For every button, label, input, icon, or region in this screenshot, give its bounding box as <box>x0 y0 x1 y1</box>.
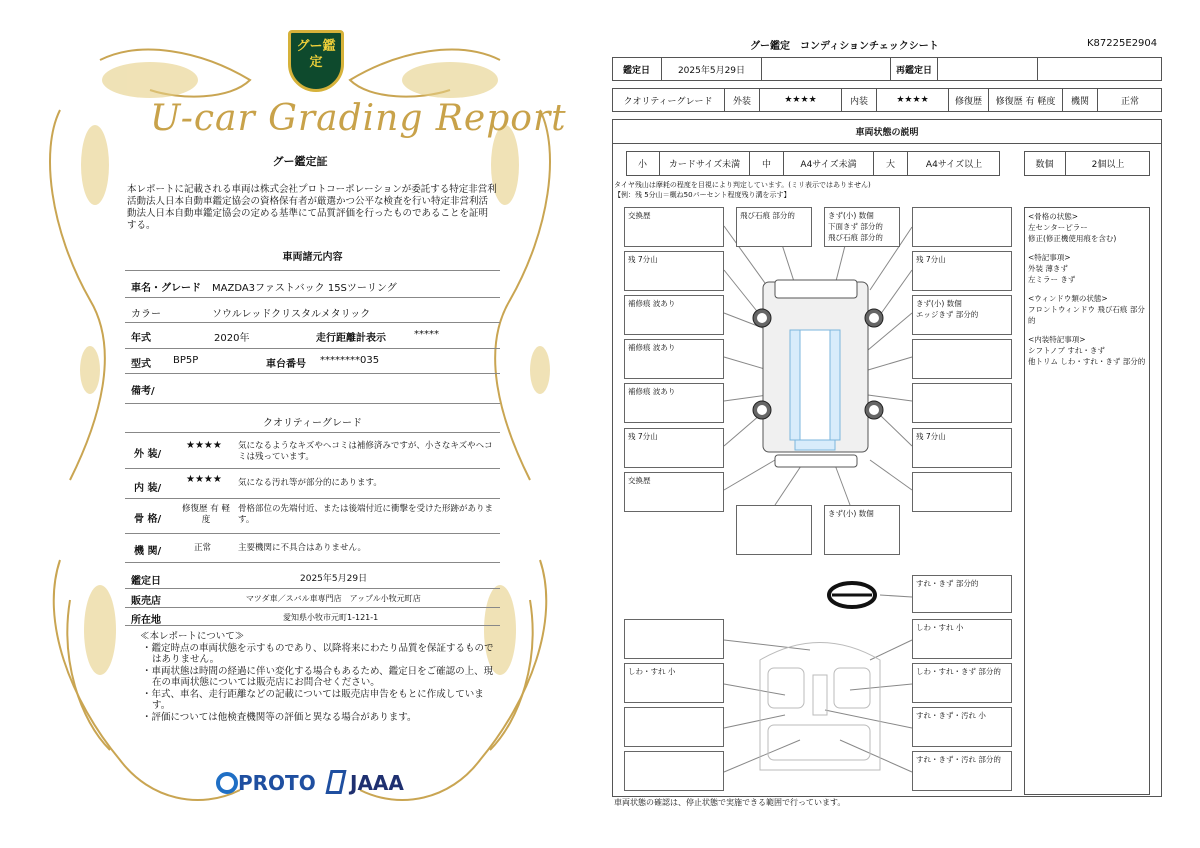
notes-panel <box>1024 207 1150 795</box>
shop-label: 販売店 <box>131 596 161 607</box>
tire-note-example: 【例：残 5分山＝概ね50パーセント程度残り溝を示す】 <box>614 191 791 199</box>
footer-note: 車両状態の確認は、停止状態で実施できる範囲で行っています。 <box>614 798 846 807</box>
date-label: 鑑定日 <box>131 576 161 587</box>
size-mid-label: 中 <box>750 151 784 176</box>
chassis-label: 車台番号 <box>266 359 306 370</box>
chassis-value: ********035 <box>320 355 380 366</box>
exterior-label: 外 装/ <box>134 449 162 460</box>
note-item: ・鑑定時点の車両状態を示すものであり、以降将来にわたり品質を保証するものではありません。 <box>142 642 494 665</box>
condition-box: 残 7分山 <box>624 428 724 468</box>
condition-box: 補修痕 波あり <box>624 383 724 423</box>
exterior-stars: ★★★★ <box>760 88 842 112</box>
condition-box <box>912 207 1012 247</box>
quality-title: クオリティーグレード <box>263 418 362 429</box>
condition-box: きず(小) 数個 <box>824 505 900 555</box>
exterior-text: 気になるようなキズやヘコミは補修済みですが、小さなキズやヘコミは残っています。 <box>238 441 493 462</box>
frame-label: 骨 格/ <box>134 514 162 525</box>
year-label: 年式 <box>131 333 151 344</box>
color-label: カラー <box>131 309 161 320</box>
note-item: ・評価については他検査機関等の評価と異なる場合があります。 <box>142 711 417 723</box>
name-label: 車名・グレード <box>131 283 201 294</box>
exterior-stars: ★★★★ <box>186 440 222 451</box>
size-large-desc: A4サイズ以上 <box>925 160 983 170</box>
side-note: フロントウィンドウ 飛び石痕 部分的 <box>1028 305 1145 325</box>
tire-note: タイヤ残山は摩耗の程度を目視により判定しています。(ミリ表示ではありません) <box>614 181 871 189</box>
redate-label: 再鑑定日 <box>890 57 938 81</box>
interior-text: 気になる汚れ等が部分的にあります。 <box>238 478 382 488</box>
condition-box <box>912 472 1012 512</box>
state-title: 車両状態の説明 <box>612 119 1162 144</box>
mileage-label: 走行距離計表示 <box>316 333 386 344</box>
condition-box: 残 7分山 <box>912 251 1012 291</box>
condition-box: 飛び石痕 部分的 <box>736 207 812 247</box>
sheet-code: K87225E2904 <box>1087 38 1158 49</box>
condition-box: きず(小) 数個 エッジきず 部分的 <box>912 295 1012 335</box>
condition-box <box>624 707 724 747</box>
condition-box: 交換歴 <box>624 472 724 512</box>
address-value: 愛知県小牧市元町1-121-1 <box>283 613 379 622</box>
color-value: ソウルレッドクリスタルメタリック <box>212 309 371 320</box>
condition-box <box>912 383 1012 423</box>
condition-box: 残 7分山 <box>912 428 1012 468</box>
engine-value: 正常 <box>1120 96 1139 107</box>
side-note: 左ミラー きず <box>1028 275 1076 284</box>
model-value: BP5P <box>173 355 199 366</box>
size-mid-desc: A4サイズ未満 <box>784 151 874 176</box>
frame-text: 骨格部位の先端付近、または後端付近に衝撃を受けた形跡があります。 <box>238 504 494 525</box>
condition-box: 交換歴 <box>624 207 724 247</box>
condition-box: しわ・すれ 小 <box>912 619 1012 659</box>
date-value: 2025年5月29日 <box>662 57 762 81</box>
side-note: シフトノブ すれ・きず <box>1028 346 1105 355</box>
condition-box <box>624 619 724 659</box>
side-note: <ウィンドウ類の状態> <box>1028 294 1108 303</box>
side-note: 左センターピラー <box>1028 223 1088 232</box>
address-label: 所在地 <box>131 615 161 626</box>
shop-value: マツダ車／スバル車専門店 アップル小牧元町店 <box>246 594 421 603</box>
jaaa-logo: JAAA <box>350 771 404 795</box>
count-desc: 2個以上 <box>1091 160 1125 170</box>
frame-value: 修復歴 有 軽度 <box>182 504 230 525</box>
proto-logo-icon <box>216 772 238 794</box>
year-value: 2020年 <box>214 333 250 344</box>
interior-label: 内 装/ <box>134 483 162 494</box>
intro-text: 本レポートに記載される車両は株式会社プロトコーポレーションが委託する特定非営利活動法人日本自動車鑑定協会の資格保有者が厳選かつ公平な検査を行い特定非営利活動法人日本自動車鑑定協会の定める基準にて品質評価を行ったものであることを証明する。 <box>127 184 497 231</box>
condition-box <box>624 751 724 791</box>
condition-box: すれ・きず・汚れ 部分的 <box>912 751 1012 791</box>
condition-box: 残 7分山 <box>624 251 724 291</box>
size-large-label: 大 <box>874 151 908 176</box>
date-value: 2025年5月29日 <box>300 574 368 584</box>
certificate-title: グー鑑定証 <box>272 155 328 168</box>
quality-grade-label: クオリティーグレード <box>612 88 725 112</box>
size-small-label: 小 <box>626 151 660 176</box>
condition-check-sheet <box>600 0 1200 848</box>
repair-value: 修復歴 有 軽度 <box>989 88 1063 112</box>
interior-label: 内装 <box>842 88 877 112</box>
proto-logo: PROTO <box>238 771 316 795</box>
condition-box: 補修痕 波あり <box>624 295 724 335</box>
condition-box: きず(小) 数個 下面きず 部分的 飛び石痕 部分的 <box>824 207 900 247</box>
model-label: 型式 <box>131 359 151 370</box>
spec-title: 車両諸元内容 <box>282 252 343 263</box>
engine-label: 機 関/ <box>134 546 162 557</box>
count-label: 数個 <box>1024 151 1066 176</box>
side-note: <骨格の状態> <box>1028 212 1079 221</box>
name-value: MAZDA3ファストバック 15Sツーリング <box>212 283 397 294</box>
note-item: ・車両状態は時間の経過に伴い変化する場合もあるため、鑑定日をご確認の上、現在の車両状態については販売店にお問合せください。 <box>142 665 494 688</box>
engine-text: 主要機関に不具合はありません。 <box>238 543 367 553</box>
sheet-title: グー鑑定 コンディションチェックシート <box>750 41 939 52</box>
condition-box: しわ・すれ・きず 部分的 <box>912 663 1012 703</box>
notes-heading: ≪本レポートについて≫ <box>140 631 245 642</box>
side-note: 修正(修正機使用痕を含む) <box>1028 234 1117 243</box>
condition-box: しわ・すれ 小 <box>624 663 724 703</box>
size-small-desc: カードサイズ未満 <box>660 151 750 176</box>
repair-label: 修復歴 <box>949 88 989 112</box>
side-note: <内装特記事項> <box>1028 335 1086 344</box>
condition-box: 補修痕 波あり <box>624 339 724 379</box>
interior-stars: ★★★★ <box>877 88 949 112</box>
report-title: U-car Grading Report <box>150 98 567 139</box>
condition-box: すれ・きず 部分的 <box>912 575 1012 613</box>
mileage-value: ***** <box>414 329 439 340</box>
condition-box <box>736 505 812 555</box>
interior-stars: ★★★★ <box>186 474 222 485</box>
side-note: 他トリム しわ・すれ・きず 部分的 <box>1028 357 1146 366</box>
logo-text: グー鑑定 <box>296 39 336 70</box>
side-note: 外装 薄きず <box>1028 264 1068 273</box>
report-notes <box>140 631 495 723</box>
remarks-label: 備考/ <box>131 386 155 397</box>
condition-box <box>912 339 1012 379</box>
engine-value: 正常 <box>194 543 212 553</box>
exterior-label: 外装 <box>725 88 760 112</box>
condition-box: すれ・きず・汚れ 小 <box>912 707 1012 747</box>
note-item: ・年式、車名、走行距離などの記載については販売店申告をもとに作成しています。 <box>142 688 484 711</box>
engine-label: 機関 <box>1063 88 1098 112</box>
side-note: <特記事項> <box>1028 253 1071 262</box>
goo-kantei-logo <box>288 30 344 92</box>
date-label: 鑑定日 <box>612 57 662 81</box>
